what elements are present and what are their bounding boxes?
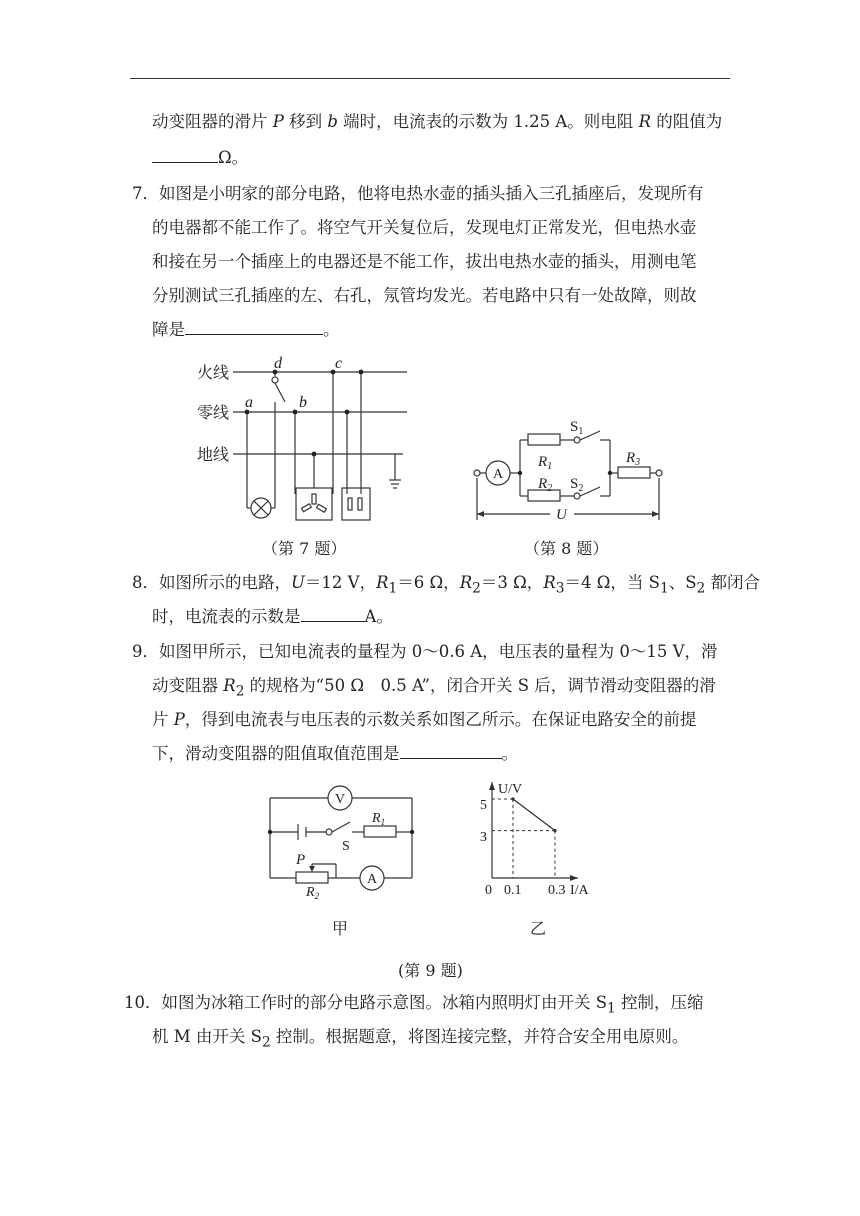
live-wire-label: 火线 (197, 365, 230, 382)
figure-9-jia-circuit (264, 784, 424, 901)
figure-9-caption: (第 9 题) (398, 961, 463, 980)
point-b-label: b (299, 394, 307, 411)
q10-line-1: 10．如图为冰箱工作时的部分电路示意图。冰箱内照明灯由开关 $S_1$ 控制，压缩 (124, 993, 704, 1017)
point-a-label: a (245, 394, 253, 411)
answer-blank (301, 607, 365, 622)
q9-line-4: 下，滑动变阻器的阻值取值范围是 。 (152, 744, 518, 763)
y-axis-label: U/V (498, 782, 523, 797)
figure-8-parallel-circuit (470, 420, 670, 525)
figure-7-caption: （第 7 题） (262, 539, 347, 558)
q6-line-1: 动变阻器的滑片 P 移到 b 端时，电流表的示数为 1.25 A。则电阻 R 的阻值为 (152, 112, 723, 131)
x-tick-0.1: 0.1 (504, 883, 522, 898)
answer-blank (152, 148, 218, 163)
q8-line-2: 时，电流表的示数是 A。 (152, 607, 393, 626)
neutral-wire-label: 零线 (197, 405, 230, 422)
switch-label: S (342, 839, 350, 854)
y-tick-5: 5 (480, 798, 487, 813)
u-label: U (556, 507, 567, 523)
x-tick-0: 0 (485, 883, 492, 898)
figure-9-yi-graph (470, 776, 610, 906)
answer-blank (185, 320, 323, 335)
r1-label: $R_1$ (372, 811, 386, 827)
r1-label: $R_1$ (538, 454, 553, 472)
q7-line-5: 障是 。 (152, 320, 340, 339)
figure-7-household-circuit (185, 352, 415, 527)
q7-line-3: 和接在另一个插座上的电器还是不能工作，拔出电热水壶的插头，用测电笔 (152, 252, 697, 271)
ammeter-symbol: A (367, 872, 378, 887)
voltmeter-symbol: V (335, 792, 346, 807)
figure-9-jia-label: 甲 (332, 919, 349, 938)
q10-line-2: 机 M 由开关 $S_2$ 控制。根据题意，将图连接完整，并符合安全用电原则。 (152, 1027, 689, 1051)
figure-8-caption: （第 8 题） (524, 539, 609, 558)
s1-label: $S_1$ (570, 419, 584, 437)
ammeter-symbol: A (493, 467, 504, 482)
s2-label: $S_2$ (570, 476, 584, 494)
r2-label: $R_2$ (306, 885, 320, 901)
x-tick-0.3: 0.3 (548, 883, 566, 898)
q7-line-2: 的电器都不能工作了。将空气开关复位后，发现电灯正常发光，但电热水壶 (152, 218, 697, 237)
ground-wire-label: 地线 (197, 447, 230, 464)
top-rule (130, 78, 730, 79)
point-d-label: d (274, 355, 282, 372)
q7-line-1: 7．如图是小明家的部分电路，他将电热水壶的插头插入三孔插座后，发现所有 (132, 184, 704, 203)
q7-line-4: 分别测试三孔插座的左、右孔，氖管均发光。若电路中只有一处故障，则故 (152, 286, 697, 305)
slider-label: P (296, 852, 306, 868)
q8-line-1: 8．如图所示的电路，U＝12 V，$R_1=6$ Ω，$R_2=3$ Ω，$R_3=4$ Ω，当 $S_1$、$S_2$ 都闭合 (132, 573, 761, 597)
series-line (513, 799, 555, 831)
q6-line-2: Ω。 (152, 148, 248, 168)
x-axis-label: I/A (570, 883, 589, 898)
figure-9-yi-label: 乙 (530, 919, 547, 938)
point-c-label: c (335, 355, 343, 372)
y-tick-3: 3 (480, 830, 487, 845)
r2-label: $R_2$ (538, 476, 553, 494)
q9-line-1: 9．如图甲所示，已知电流表的量程为 0～0.6 A，电压表的量程为 0～15 V，滑 (132, 642, 718, 661)
q9-line-3: 片 P，得到电流表与电压表的示数关系如图乙所示。在保证电路安全的前提 (152, 710, 697, 729)
q9-line-2: 动变阻器 $R_2$ 的规格为“50 Ω 0.5 A”，闭合开关 S 后，调节滑动变阻器的滑 (152, 676, 716, 700)
answer-blank (400, 744, 502, 759)
r3-label: $R_3$ (626, 450, 641, 468)
